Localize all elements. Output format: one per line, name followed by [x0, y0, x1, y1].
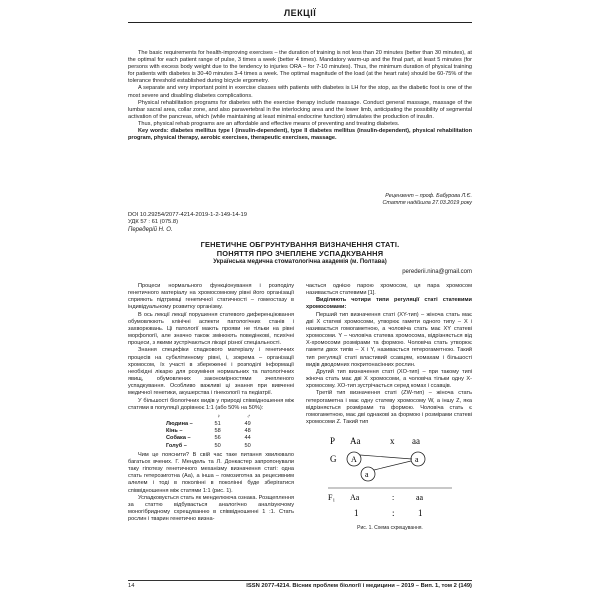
female-symbol: ♀	[216, 413, 221, 420]
right-column	[306, 283, 472, 532]
title-line-2: ПОНЯТТЯ ПРО ЗЧЕПЛЕНЕ УСПАДКУВАННЯ	[216, 249, 384, 258]
body-paragraph: У більшості біологічних видів у природі співвідношення між статями в популяції дорівнює 1:1 (або 50% на 50%):	[128, 397, 294, 411]
f1-genotype: aa	[416, 493, 424, 503]
review-info	[383, 193, 472, 207]
table-row: Собака – 56 44	[166, 435, 251, 442]
crossing-scheme-diagram	[320, 432, 460, 520]
abstract-paragraph: Physical rehabilitation programs for diabetes with the exercise therapy include massage. Conduct general massage, massage of the lumbar sacral area, collar zone, and also paravertebral in the interlocking area and the lower limb, anticipating the possibility of segmental activation of the pancreas, which (while maintaining at least minimal endocrine function) stimulates the production of insulin.	[128, 99, 472, 120]
ratio-separator: :	[392, 508, 395, 519]
crossing-scheme-figure	[320, 432, 460, 532]
abstract-paragraph: Thus, physical rehab programs are an affordable and effective means of preventing and treating diabetes.	[138, 120, 400, 127]
body-paragraph: Перший тип визначення статі (XY-тип) – жіноча стать має дві X статеві хромосоми, утворює гамети одного типу – X і називається гомогаметною, а чоловіча стать має XY статеві хромосоми. Y – чоловіча статева хромосома, відрізняється від X-хромосоми розмірами та формою. Чоловіча стать утворює гамети двох типів – X і Y, називається гетерогаметною. Такий тип регуляції статі властивий ссавцям, комахам і більшості видів дводомних покритонасінних рослин.	[306, 311, 472, 368]
body-paragraph: Успадковується стать як менделююча ознака. Розщеплення за статтю відбувається аналогічно аналізуючому моногібридному схрещуванню в співвідношенні 1 :1. Стать рослин і тварин генетично визна-	[128, 494, 295, 523]
ratio-right: 1	[418, 508, 423, 519]
ratio-left: 1	[354, 508, 359, 519]
article-title	[128, 240, 472, 258]
figure-caption: Рис. 1. Схема схрещування.	[357, 525, 423, 532]
body-paragraph: Третій тип визначення статі (ZW-тип) – жіноча стать гетерогаметна і має одну статеву хромосому W, а іншу Z, яка відрізняється розмірами та формою. Чоловіча стать є гомогаметною, має дві однакові за формою і розмірами статеві хромосоми Z. Такий тип	[306, 390, 472, 425]
left-column	[128, 283, 294, 523]
cross-sign: x	[390, 436, 395, 447]
cross-line	[360, 455, 412, 459]
reviewer: Рецензент – проф. Бабурова Л.Є.	[385, 193, 472, 199]
doi: DOI 10.29254/2077-4214-2019-1-2-149-14-19	[128, 212, 247, 218]
section-title: ЛЕКЦІЇ	[283, 8, 317, 18]
abstract-paragraph: A separate and very important point in exercise classes with patients with diabetes is LH for the stop, as the diabetic foot is one of the most severe and disabling diabetes complications.	[128, 85, 472, 99]
father-genotype: aa	[412, 436, 420, 447]
body-paragraph: чається однією парою хромосом, ця пара хромосом називається статевими [1].	[306, 283, 472, 297]
body-paragraph: Чим це пояснити? В свій час таке питання хвилювало багатьох вчених. Г. Мендель та Л. Донкастер запропонували таку гіпотезу генетичного механізму визначення статі: одна стать гетерозиготна (Аа), а інша – гомозиготна за рецесивним алелем і тоді в поколінні в поколінні буде зберігатися співвідношення між статями 1:1 (рис. 1).	[128, 451, 294, 494]
mother-genotype: Aa	[350, 436, 361, 447]
author-email[interactable]: perederii.nina@gmail.com	[402, 269, 472, 275]
page-header	[128, 4, 472, 26]
title-line-1: ГЕНЕТИЧНЕ ОБГРУНТУВАННЯ ВИЗНАЧЕННЯ СТАТІ.	[200, 240, 400, 249]
body-paragraph: Виділяють чотири типи регуляції статі статевими хромосомами:	[306, 297, 472, 311]
received-date: Стаття надійшла 27.03.2019 року	[382, 200, 472, 206]
body-paragraph: Процеси нормального функціонування і розподілу генетичного матеріалу на хромосомному рівні його організації сприяють підтримці генетичної статичності – гомеостазу в індивідуальному розвитку організму.	[128, 283, 294, 311]
body-paragraph: В ось лекції лекції порушення статевого диференціювання обумовлюють клінічні аспекти патологічних станів і захворювань. Ці патології мають прояви не тільки на рівні морфології, але значно також змінюють поведінкові, психічні процеси, з якими зустрічаються лікарі різної спеціальності.	[128, 311, 294, 347]
abstract-paragraph: The basic requirements for health-improving exercises – the duration of training is not less than 20 minutes (better than 30 minutes), at the optimal for each patient range of pulse, 3 times a week (better 4 times). Mandatory warm-up and the final part, at least 5 minutes (for persons with excess body weight due to the tendency to injuries ORA – for 7-10 minutes). Thus, the minimum duration of physical training for patients with diabetes is 30-40 minutes 3-4 times a week. The optimal magnitude of the load (at the heart rate) should be 60-75% of the tolerance threshold established during bicycle ergometry.	[128, 50, 472, 85]
article-identifiers	[128, 212, 247, 226]
table-row: Кінь – 58 48	[166, 428, 251, 435]
body-paragraph: Знання специфіки спадкового матеріалу і генетичних процесів на субклітинному рівні, і, зокрема – організації хромосом, їх участі в збереженні і розподілі інформації необхідні лікарю для розуміння нормальних та патологічних явищ, обумовлених закономірностями зчепленого успадкування. Особливо важливі ці знання при вивченні медичної генетики, акушерства і гінекології та педіатрії.	[128, 347, 294, 397]
udk: УДК 57 : 61 (075.8)	[128, 219, 179, 226]
article-author: Передерій Н. О.	[128, 227, 173, 233]
table-header-row	[166, 414, 263, 421]
gamete-a: a	[365, 470, 369, 480]
f1-label: F₁	[328, 493, 336, 503]
page-footer	[128, 583, 472, 593]
male-symbol: ♂	[246, 413, 251, 420]
journal-reference: ISSN 2077-4214. Вісник проблем біології і медицини – 2019 – Вип. 1, том 2 (149)	[246, 583, 472, 589]
abstract-keywords: Key words: diabetes mellitus type I (insulin-dependent), type II diabetes mellitus (insulin-dependent), physical rehabilitation program, physical therapy, aerobic exercises, therapeutic exercises, massage.	[128, 128, 472, 142]
table-row: Голуб – 50 50	[166, 442, 251, 449]
f1-genotype: Aa	[350, 493, 360, 503]
sex-ratio-table	[166, 414, 263, 450]
parent-label: P	[330, 436, 336, 447]
gamete-A: A	[351, 455, 357, 465]
cross-line	[374, 461, 411, 470]
f1-separator: :	[392, 493, 395, 503]
footer-rule	[128, 580, 472, 581]
english-abstract	[128, 50, 472, 142]
affiliation: Українська медична стоматологічна академія (м. Полтава)	[213, 259, 387, 265]
body-paragraph: Другий тип визначення статі (XO-тип) – при такому типі жіноча стать має дві X хромосоми, а чоловіча тільки одну X-хромосому. XO-тип зустрічається серед комах і ссавців.	[306, 368, 472, 390]
gamete-label: G	[330, 454, 337, 465]
page-number: 14	[128, 583, 135, 589]
gamete-a: a	[415, 455, 419, 465]
header-rule	[128, 22, 472, 23]
table-row: Людина – 51 49	[166, 421, 251, 428]
